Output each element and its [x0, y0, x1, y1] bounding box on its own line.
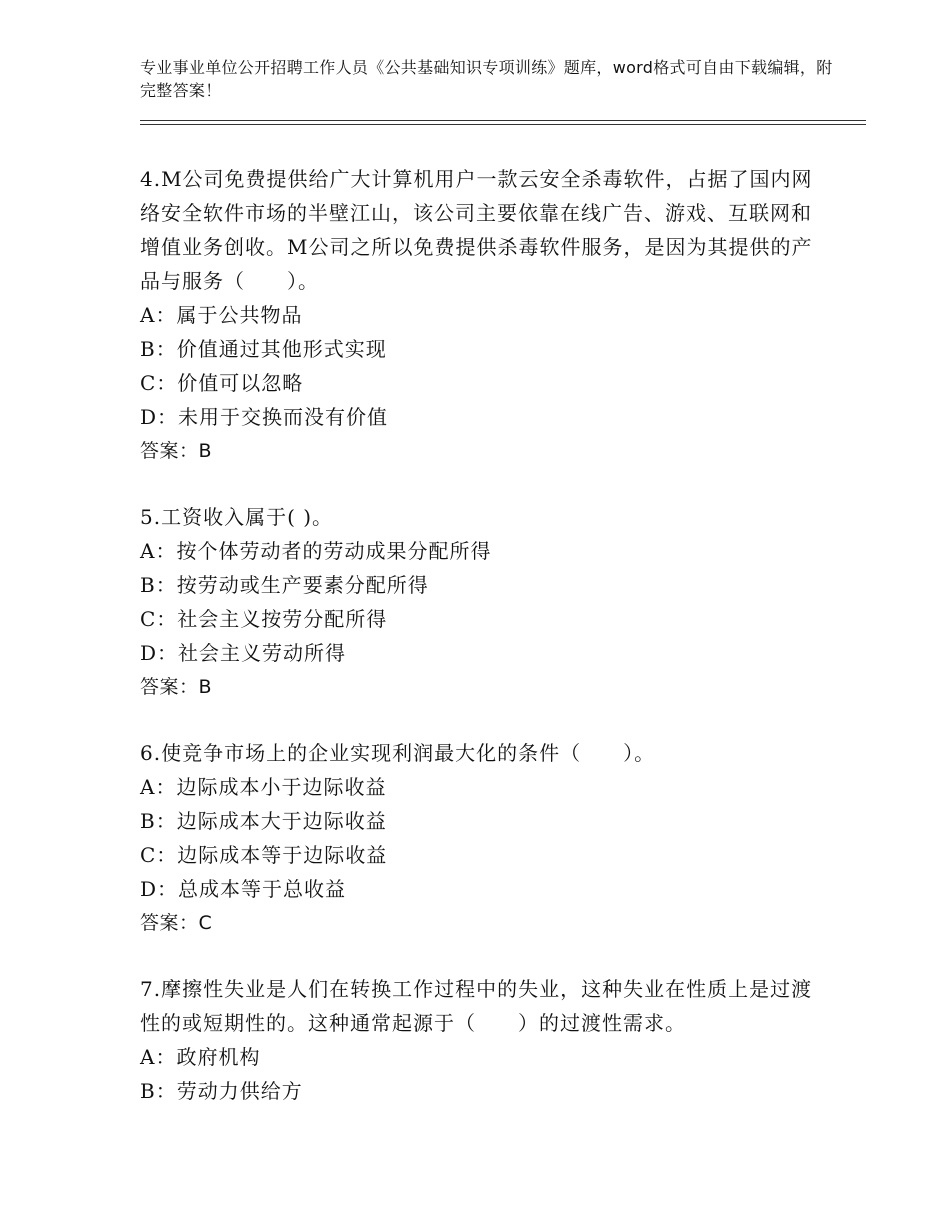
option-d: D：未用于交换而没有价值 [140, 405, 389, 429]
question-6 [140, 736, 820, 940]
option-d: D：总成本等于总收益 [140, 877, 347, 901]
option-b: B：边际成本大于边际收益 [140, 809, 387, 833]
question-stem: 6.使竞争市场上的企业实现利润最大化的条件（ ）。 [140, 741, 656, 765]
option-c: C：社会主义按劳分配所得 [140, 607, 388, 631]
question-list [140, 162, 820, 1140]
answer-line: 答案：C [140, 912, 213, 934]
option-a: A：属于公共物品 [140, 303, 303, 327]
answer-line: 答案：B [140, 440, 213, 462]
question-stem: 5.工资收入属于( )。 [140, 505, 334, 529]
answer-line: 答案：B [140, 676, 213, 698]
question-7 [140, 972, 820, 1108]
document-header: 专业事业单位公开招聘工作人员《公共基础知识专项训练》题库，word格式可自由下载编辑，附完整答案！ [140, 58, 833, 100]
question-5 [140, 500, 820, 704]
question-stem: 4.M公司免费提供给广大计算机用户一款云安全杀毒软件，占据了国内网络安全软件市场的半壁江山，该公司主要依靠在线广告、游戏、互联网和增值业务创收。M公司之所以免费提供杀毒软件服务，是因为其提供的产品与服务（ ）。 [140, 167, 813, 293]
option-b: B：按劳动或生产要素分配所得 [140, 573, 429, 597]
option-a: A：按个体劳动者的劳动成果分配所得 [140, 539, 492, 563]
option-c: C：价值可以忽略 [140, 371, 304, 395]
option-b: B：劳动力供给方 [140, 1079, 303, 1103]
header-divider [140, 120, 866, 125]
question-4 [140, 162, 820, 468]
option-c: C：边际成本等于边际收益 [140, 843, 388, 867]
option-a: A：政府机构 [140, 1045, 261, 1069]
question-stem: 7.摩擦性失业是人们在转换工作过程中的失业，这种失业在性质上是过渡性的或短期性的。这种通常起源于（ ）的过渡性需求。 [140, 977, 813, 1035]
option-a: A：边际成本小于边际收益 [140, 775, 387, 799]
option-d: D：社会主义劳动所得 [140, 641, 347, 665]
option-b: B：价值通过其他形式实现 [140, 337, 387, 361]
